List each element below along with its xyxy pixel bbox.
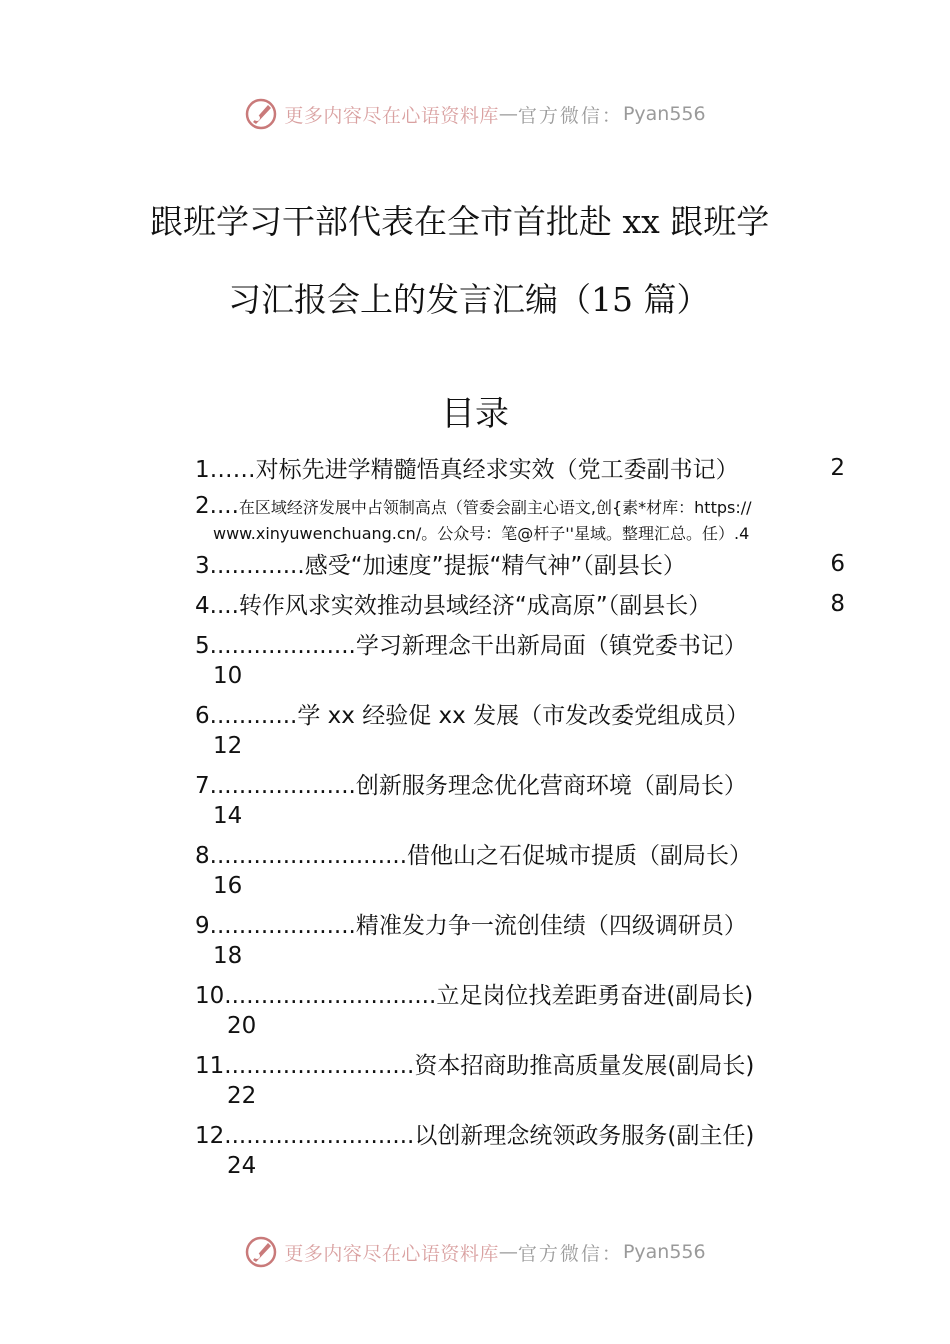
toc-item[interactable]: 6............学 xx 经验促 xx 发展（市发改委党组成员） 12 (195, 701, 845, 761)
toc-item[interactable]: 8...........................借他山之石促城市提质（副局长） 16 (195, 841, 845, 901)
toc-page-number: 4 (739, 524, 750, 543)
watermark-text: 更多内容尽在心语资料库 (284, 104, 499, 127)
watermark-id: Pyan556 (622, 1241, 706, 1263)
watermark-text: 更多内容尽在心语资料库 (284, 1242, 499, 1265)
title-line-1: 跟班学习干部代表在全市首批赴 xx 跟班学 (150, 202, 770, 241)
toc-item[interactable]: 10.............................立足岗位找差距勇奋进(副局长) 20 (195, 981, 845, 1041)
watermark-official: 官方微信： (517, 104, 623, 127)
quill-seal-icon (244, 1235, 278, 1269)
toc-page-number: 12 (213, 733, 243, 759)
quill-seal-icon (244, 97, 278, 131)
watermark-separator: — (498, 1241, 518, 1263)
toc-item[interactable]: 4....转作风求实效推动县域经济“成高原”（副县长） 8 (195, 591, 845, 619)
toc-page-number: 8 (830, 591, 845, 617)
toc-item[interactable]: 11..........................资本招商助推高质量发展(副局长) 22 (195, 1051, 845, 1111)
toc-item[interactable]: 9....................精准发力争一流创佳绩（四级调研员） 18 (195, 911, 845, 971)
toc-page-number: 18 (213, 943, 243, 969)
toc-page-number: 14 (213, 803, 243, 829)
toc-page-number: 20 (227, 1013, 257, 1039)
title-line-2: 习汇报会上的发言汇编（15 篇） (228, 280, 710, 319)
toc-page-number: 2 (830, 455, 845, 481)
toc-item[interactable]: 2....在区域经济发展中占领制高点（管委会副主心语文,创{素*材库：https:// www.xinyuwenchuang.cn/。公众号：笔@杆子''星域。整理汇总。任）.4 (195, 493, 752, 543)
toc-page-number: 22 (227, 1083, 257, 1109)
toc-page-number: 16 (213, 873, 243, 899)
watermark-id: Pyan556 (622, 103, 706, 125)
toc-page-number: 10 (213, 663, 243, 689)
watermark-header (0, 94, 950, 134)
toc-heading: 目录 (441, 394, 509, 434)
toc-item[interactable]: 7....................创新服务理念优化营商环境（副局长） 14 (195, 771, 845, 831)
toc-item[interactable]: 5....................学习新理念干出新局面（镇党委书记） 10 (195, 631, 845, 691)
table-of-contents (195, 455, 845, 1191)
toc-page-number: 6 (830, 551, 845, 577)
watermark-footer (0, 1232, 950, 1272)
watermark-official: 官方微信： (517, 1242, 623, 1265)
toc-page-number: 24 (227, 1153, 257, 1179)
watermark-separator: — (498, 103, 518, 125)
toc-item[interactable]: 3.............感受“加速度”提振“精气神”（副县长） 6 (195, 551, 845, 579)
toc-item[interactable]: 12..........................以创新理念统领政务服务(副主任) 24 (195, 1121, 845, 1181)
toc-item[interactable]: 1……对标先进学精髓悟真经求实效（党工委副书记） 2 (195, 455, 845, 483)
